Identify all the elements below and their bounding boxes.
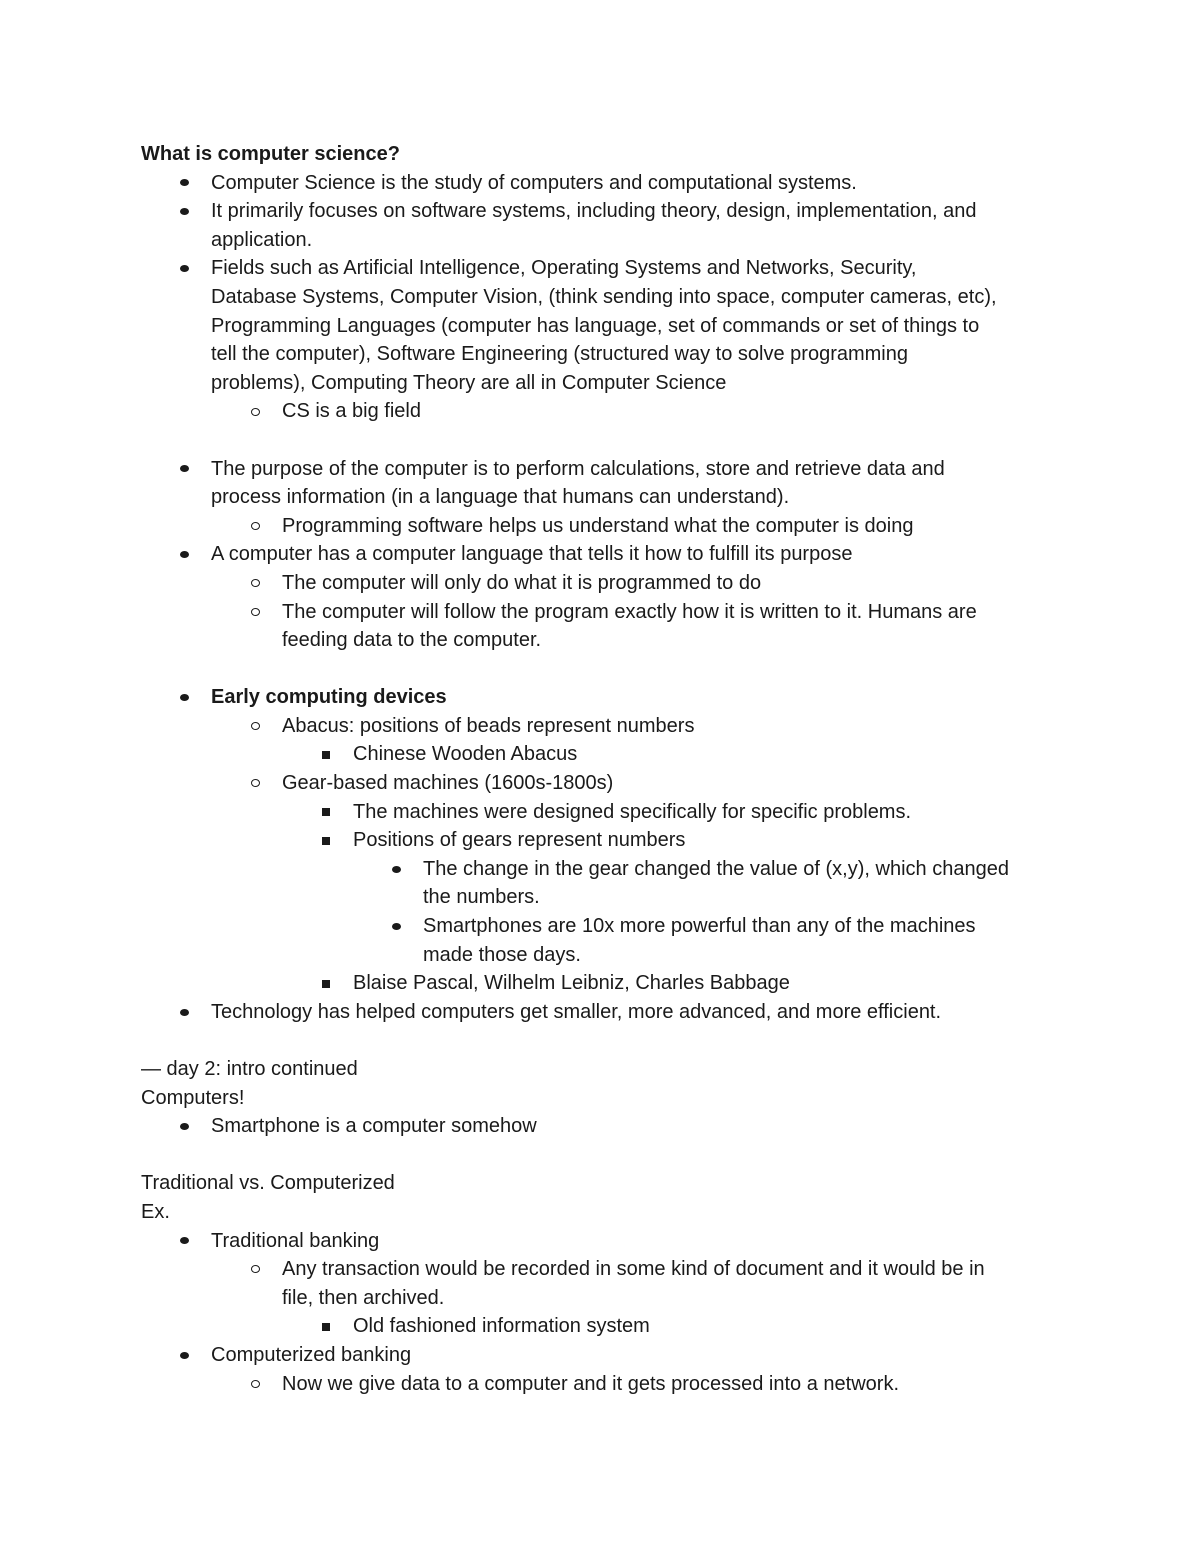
- bullet-text: Old fashioned information system: [353, 1315, 650, 1338]
- bullet-text: Database Systems, Computer Vision, (think sending into space, computer cameras, etc),: [211, 285, 997, 308]
- bullet-text: Computer Science is the study of computers and computational systems.: [211, 171, 857, 194]
- level4-bullet-item: [141, 912, 1071, 941]
- bullet-text: The machines were designed specifically for specific problems.: [353, 800, 912, 823]
- bullet-text: application.: [211, 228, 313, 251]
- sub-bullet-item: [141, 397, 1071, 426]
- blank-line: [141, 1026, 1071, 1055]
- blank-line: [141, 1141, 1071, 1170]
- bullet-text: Abacus: positions of beads represent numbers: [282, 714, 695, 737]
- bullet-continuation: [141, 369, 1071, 398]
- bullet-text: Fields such as Artificial Intelligence, Operating Systems and Networks, Security,: [211, 257, 917, 280]
- bullet-ring-icon: [248, 598, 262, 627]
- document-page: [141, 140, 1071, 1398]
- bullet-text: feeding data to the computer.: [282, 629, 542, 652]
- section-heading: What is computer science?: [141, 143, 400, 165]
- bullet-square-icon: [319, 826, 333, 855]
- bullet-text: Positions of gears represent numbers: [353, 829, 686, 852]
- bullet-dot-icon: [177, 1341, 191, 1370]
- paragraph: Ex.: [141, 1200, 170, 1223]
- sub-sub-bullet-item: [141, 798, 1071, 827]
- bullet-text: file, then archived.: [282, 1286, 445, 1309]
- bullet-item: [141, 1227, 1071, 1256]
- bullet-square-icon: [319, 969, 333, 998]
- bullet-item: [141, 540, 1071, 569]
- bullet-dot-icon: [389, 855, 403, 884]
- bullet-dot-icon: [177, 169, 191, 198]
- sub-sub-bullet-item: [141, 1312, 1071, 1341]
- bullet-text: Traditional banking: [211, 1229, 380, 1252]
- sub-sub-bullet-item: [141, 740, 1071, 769]
- bullet-continuation: [141, 1284, 1071, 1313]
- bullet-continuation: [141, 483, 1071, 512]
- bullet-text: A computer has a computer language that tells it how to fulfill its purpose: [211, 543, 853, 566]
- bullet-item: [141, 455, 1071, 484]
- bullet-continuation: [141, 941, 1071, 970]
- sub-bullet-item: [141, 1255, 1071, 1284]
- bullet-text: Blaise Pascal, Wilhelm Leibniz, Charles Babbage: [353, 972, 790, 995]
- bullet-text: Any transaction would be recorded in some kind of document and it would be in: [282, 1258, 985, 1281]
- bullet-item: [141, 169, 1071, 198]
- bullet-item: [141, 1341, 1071, 1370]
- bullet-dot-icon: [177, 540, 191, 569]
- sub-bullet-item: [141, 512, 1071, 541]
- sub-bullet-item: [141, 569, 1071, 598]
- bullet-ring-icon: [248, 712, 262, 741]
- bullet-text: Now we give data to a computer and it gets processed into a network.: [282, 1372, 900, 1395]
- paragraph: Traditional vs. Computerized: [141, 1172, 395, 1195]
- bullet-text: tell the computer), Software Engineering (structured way to solve programming: [211, 343, 908, 366]
- sub-bullet-item: [141, 1370, 1071, 1399]
- bullet-dot-icon: [177, 197, 191, 226]
- bullet-item: [141, 683, 1071, 712]
- bullet-ring-icon: [248, 512, 262, 541]
- blank-line: [141, 426, 1071, 455]
- bullet-square-icon: [319, 798, 333, 827]
- sub-bullet-item: [141, 769, 1071, 798]
- bullet-text: Programming Languages (computer has language, set of commands or set of things to: [211, 314, 980, 337]
- bullet-text: It primarily focuses on software systems, including theory, design, implementation, and: [211, 200, 977, 223]
- bullet-dot-icon: [177, 254, 191, 283]
- bullet-continuation: [141, 626, 1071, 655]
- bullet-dot-icon: [389, 912, 403, 941]
- sub-sub-bullet-item: [141, 826, 1071, 855]
- bullet-text: Technology has helped computers get smaller, more advanced, and more efficient.: [211, 1000, 942, 1023]
- bullet-continuation: [141, 312, 1071, 341]
- bullet-square-icon: [319, 1312, 333, 1341]
- bullet-text: Smartphones are 10x more powerful than any of the machines: [423, 915, 976, 938]
- blank-line: [141, 655, 1071, 684]
- bullet-text: Computerized banking: [211, 1343, 412, 1366]
- bullet-ring-icon: [248, 1255, 262, 1284]
- sub-sub-bullet-item: [141, 969, 1071, 998]
- bullet-ring-icon: [248, 569, 262, 598]
- bullet-item: [141, 254, 1071, 283]
- bullet-item: [141, 998, 1071, 1027]
- bullet-ring-icon: [248, 769, 262, 798]
- bullet-continuation: [141, 883, 1071, 912]
- bullet-continuation: [141, 226, 1071, 255]
- bullet-text: problems), Computing Theory are all in Computer Science: [211, 371, 727, 394]
- bullet-text: CS is a big field: [282, 400, 421, 423]
- bullet-text: The computer will only do what it is programmed to do: [282, 571, 762, 594]
- level4-bullet-item: [141, 855, 1071, 884]
- bullet-text: The change in the gear changed the value of (x,y), which changed: [423, 857, 1009, 880]
- bullet-ring-icon: [248, 397, 262, 426]
- sub-bullet-item: [141, 712, 1071, 741]
- bullet-dot-icon: [177, 683, 191, 712]
- sub-bullet-item: [141, 598, 1071, 627]
- paragraph: Computers!: [141, 1086, 245, 1109]
- bullet-dot-icon: [177, 998, 191, 1027]
- bullet-text: Early computing devices: [211, 686, 447, 709]
- bullet-item: [141, 197, 1071, 226]
- bullet-continuation: [141, 283, 1071, 312]
- bullet-item: [141, 1112, 1071, 1141]
- bullet-text: The computer will follow the program exactly how it is written to it. Humans are: [282, 600, 977, 623]
- bullet-text: made those days.: [423, 943, 581, 966]
- bullet-text: process information (in a language that humans can understand).: [211, 486, 790, 509]
- bullet-text: the numbers.: [423, 886, 540, 909]
- bullet-continuation: [141, 340, 1071, 369]
- bullet-square-icon: [319, 740, 333, 769]
- bullet-ring-icon: [248, 1370, 262, 1399]
- bullet-text: Chinese Wooden Abacus: [353, 743, 578, 766]
- bullet-text: Smartphone is a computer somehow: [211, 1115, 537, 1138]
- bullet-text: Gear-based machines (1600s-1800s): [282, 772, 614, 795]
- bullet-text: Programming software helps us understand what the computer is doing: [282, 514, 914, 537]
- bullet-text: The purpose of the computer is to perform calculations, store and retrieve data and: [211, 457, 945, 480]
- day-divider: — day 2: intro continued: [141, 1058, 358, 1080]
- bullet-dot-icon: [177, 455, 191, 484]
- bullet-dot-icon: [177, 1227, 191, 1256]
- bullet-dot-icon: [177, 1112, 191, 1141]
